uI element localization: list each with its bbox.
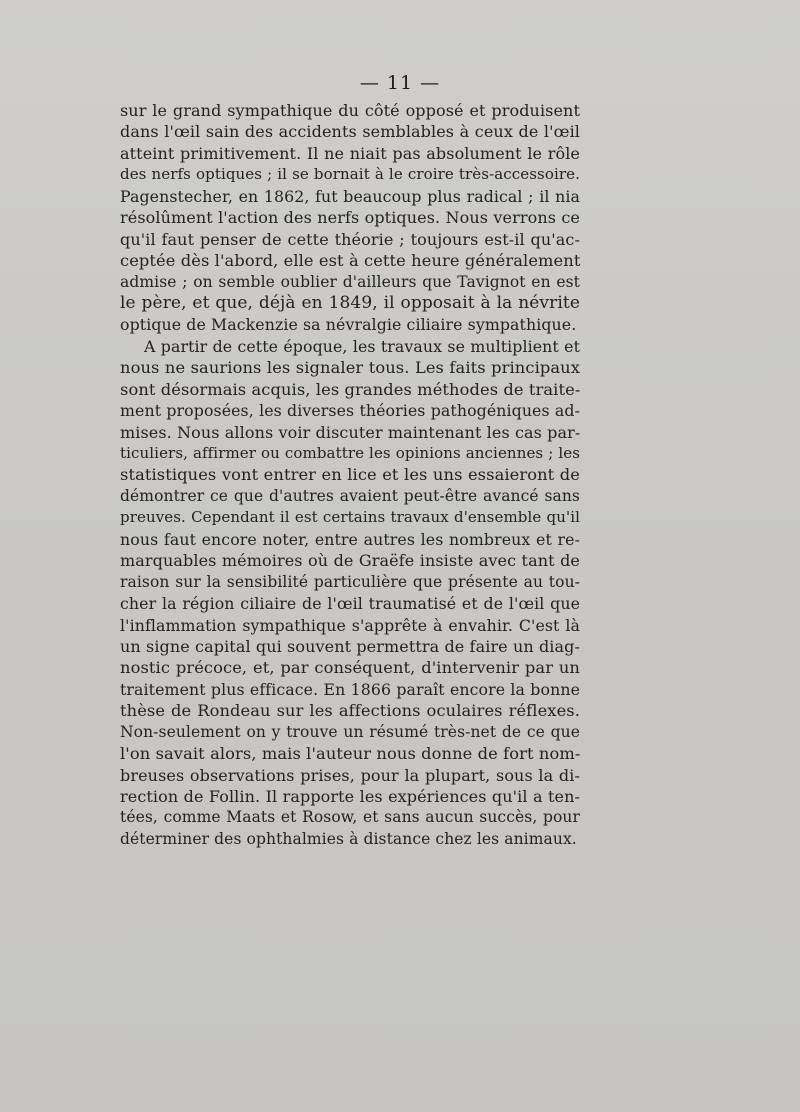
body-text — [120, 100, 580, 850]
text-line: qu'il faut penser de cette théorie ; toujours est-il qu'ac- — [120, 229, 580, 249]
text-line: nostic précoce, et, par conséquent, d'intervenir par un — [120, 658, 580, 678]
text-line: un signe capital qui souvent permettra de faire un diag- — [120, 636, 580, 656]
text-line: thèse de Rondeau sur les affections oculaires réflexes. — [120, 701, 580, 721]
text-line: cher la région ciliaire de l'œil traumatisé et de l'œil que — [120, 594, 580, 614]
text-line: dans l'œil sain des accidents semblables à ceux de l'œil — [120, 122, 580, 142]
text-line: statistiques vont entrer en lice et les uns essaieront de — [120, 465, 580, 485]
text-line: ceptée dès l'abord, elle est à cette heure généralement — [120, 251, 581, 271]
text-line: marquables mémoires où de Graëfe insiste avec tant de — [120, 551, 580, 571]
text-line: rection de Follin. Il rapporte les expériences qu'il a ten- — [120, 787, 580, 806]
text-line: l'on savait alors, mais l'auteur nous donne de fort nom- — [120, 744, 581, 764]
text-line: le père, et que, déjà en 1849, il opposait à la névrite — [120, 292, 580, 313]
text-line: démontrer ce que d'autres avaient peut-être avancé sans — [120, 486, 580, 505]
text-line: admise ; on semble oublier d'ailleurs que Tavignot en est — [120, 272, 580, 291]
text-line: preuves. Cependant il est certains travaux d'ensemble qu'il — [120, 508, 580, 527]
text-line: tées, comme Maats et Rosow, et sans aucun succès, pour — [120, 808, 580, 827]
text-line: l'inflammation sympathique s'apprête à envahir. C'est là — [120, 615, 580, 635]
page-number: — 11 — — [359, 72, 441, 94]
text-line: mises. Nous allons voir discuter maintenant les cas par- — [120, 422, 581, 442]
text-line: breuses observations prises, pour la plupart, sous la di- — [120, 765, 580, 785]
text-line: sur le grand sympathique du côté opposé et produisent — [120, 101, 580, 120]
text-line: nous faut encore noter, entre autres les nombreux et re- — [120, 529, 580, 549]
text-line: ment proposées, les diverses théories pathogéniques ad- — [120, 401, 580, 421]
text-line: résolûment l'action des nerfs optiques. Nous verrons ce — [120, 208, 580, 228]
text-line: déterminer des ophthalmies à distance chez les animaux. — [120, 829, 577, 848]
text-line: ticuliers, affirmer ou combattre les opinions anciennes ; les — [120, 444, 580, 462]
text-line: sont désormais acquis, les grandes méthodes de traite- — [120, 379, 581, 399]
text-line: des nerfs optiques ; il se bornait à le croire très-accessoire. — [120, 165, 580, 184]
text-line: raison sur la sensibilité particulière que présente au tou- — [120, 572, 580, 591]
text-line: A partir de cette époque, les travaux se multiplient et — [144, 336, 580, 356]
text-line: Pagenstecher, en 1862, fut beaucoup plus radical ; il nia — [120, 186, 580, 206]
text-line: nous ne saurions les signaler tous. Les faits principaux — [120, 358, 580, 378]
text-line: atteint primitivement. Il ne niait pas absolument le rôle — [120, 143, 580, 163]
text-line: traitement plus efficace. En 1866 paraît encore la bonne — [120, 679, 580, 699]
text-line: optique de Mackenzie sa névralgie ciliaire sympathique. — [120, 315, 577, 335]
text-line: Non-seulement on y trouve un résumé très-net de ce que — [120, 722, 580, 741]
